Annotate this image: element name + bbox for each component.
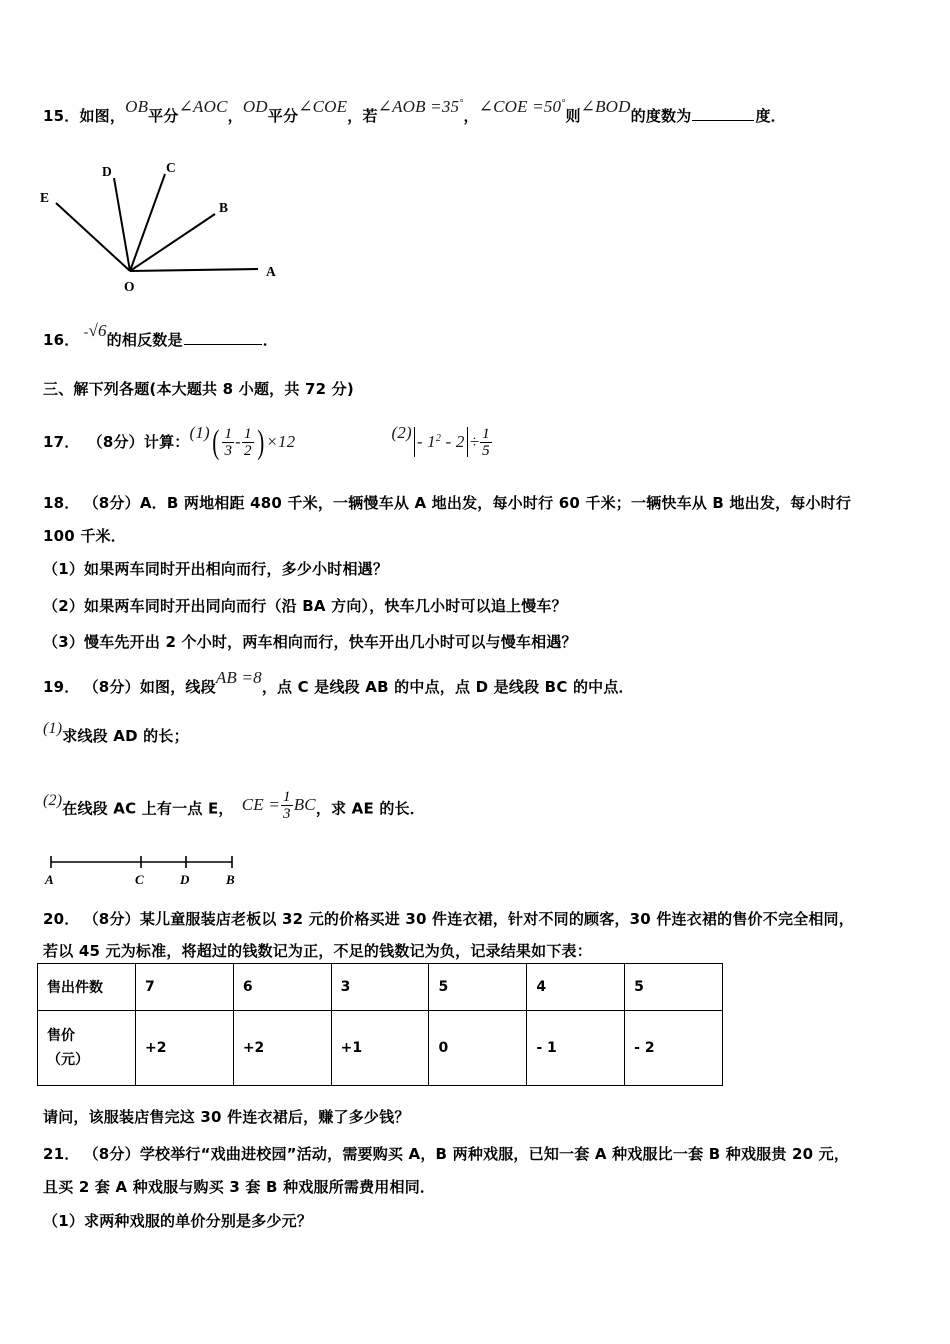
q17-fraction-one-third — [222, 426, 234, 459]
question-19-sub-1 — [43, 720, 189, 749]
cell-quantity-3: 3 — [331, 964, 429, 1011]
q15-answer-blank[interactable] — [692, 107, 754, 121]
q17-fraction-one-half — [242, 426, 254, 459]
section-3-title-text: 三、解下列各题(本大题共 8 小题，共 72 分) — [43, 380, 354, 398]
q19-sub-2-tag: (2) — [43, 792, 63, 810]
q19-lead: 如图，线段 — [139, 678, 216, 696]
q17-part2-tag: (2) — [391, 423, 412, 443]
angle-figure-svg — [30, 148, 310, 308]
q21-score: （8分） — [83, 1145, 140, 1163]
q19-sub-2-text-b: ，求 AE 的长． — [315, 799, 425, 818]
q21-number: 21． — [43, 1145, 80, 1163]
q17-abs-bar-left — [414, 427, 415, 457]
label-a: A — [266, 264, 276, 279]
q19-math-ce: CE = — [241, 795, 281, 815]
question-18-sub-1 — [43, 558, 388, 581]
q15-text-degree-is: 的度数为 — [630, 107, 692, 125]
question-20-line-2 — [43, 940, 592, 963]
q20-question-text: 请问，该服装店售完这 30 件连衣裙后，赚了多少钱？ — [43, 1108, 410, 1126]
ray-oa — [130, 269, 258, 271]
table-row-price — [38, 1011, 723, 1086]
question-18-sub-2 — [43, 595, 567, 618]
q17-frac2-numerator: 1 — [244, 425, 252, 442]
q15-text-bisect-2: 平分 — [267, 107, 299, 125]
q15-math-coe: ∠COE — [298, 97, 348, 116]
q18-sub-1-text: （1）如果两车同时开出相向而行，多少小时相遇？ — [43, 560, 389, 578]
question-21-sub-1 — [43, 1210, 312, 1233]
q17-score: （8分） — [87, 433, 144, 452]
question-15-line — [43, 97, 786, 129]
q20-text-line-2: 若以 45 元为标准，将超过的钱数记为正，不足的钱数记为负，记录结果如下表： — [43, 942, 592, 960]
segment-label-c: C — [135, 872, 144, 887]
q15-text-then: 则 — [565, 107, 581, 125]
q17-right-paren: ) — [256, 424, 265, 461]
segment-figure — [36, 848, 266, 896]
segment-label-b: B — [226, 872, 235, 887]
q20-number: 20． — [43, 910, 80, 928]
q19-sub-1-text: 求线段 AD 的长； — [62, 727, 189, 745]
q19-rest: ，点 C 是线段 AB 的中点，点 D 是线段 BC 的中点． — [261, 678, 634, 696]
q15-sep-3: ， — [463, 107, 479, 125]
q17-frac3-numerator: 1 — [482, 425, 490, 442]
sales-record-table — [37, 963, 723, 1086]
q18-sub-3-text: （3）慢车先开出 2 个小时，两车相向而行，快车开出几小时可以与慢车相遇？ — [43, 633, 577, 651]
q15-text-if: 若 — [362, 107, 378, 125]
q15-math-od: OD — [242, 97, 268, 116]
q19-score: （8分） — [83, 678, 140, 696]
ray-oc — [130, 174, 165, 271]
q15-degree-2: ° — [561, 97, 566, 109]
q18-text-line-2: 100 千米． — [43, 527, 126, 545]
q16-answer-blank[interactable] — [184, 331, 262, 345]
q17-p2-inner: - 1 — [416, 432, 436, 452]
cell-quantity-6: 5 — [625, 964, 723, 1011]
question-16-line — [43, 321, 278, 353]
question-17-line — [43, 418, 493, 469]
label-c: C — [166, 160, 176, 175]
q20-score: （8分） — [83, 910, 140, 928]
label-d: D — [102, 164, 112, 179]
row-header-price — [38, 1011, 136, 1086]
table-row-quantity — [38, 964, 723, 1011]
cell-quantity-1: 7 — [136, 964, 234, 1011]
label-e: E — [40, 190, 50, 205]
question-20-final — [43, 1106, 410, 1129]
q15-text-bisect-1: 平分 — [148, 107, 179, 125]
q15-math-bod: ∠BOD — [580, 97, 631, 116]
q15-sep-1: ， — [227, 107, 243, 125]
row-header-price-line-2: （元） — [47, 1052, 89, 1068]
question-18-line-2 — [43, 525, 126, 548]
question-18-sub-3 — [43, 631, 577, 654]
q15-text-tail: 度． — [755, 107, 786, 125]
label-b: B — [219, 200, 229, 215]
q21-sub-1-text: （1）求两种戏服的单价分别是多少元？ — [43, 1212, 313, 1230]
q15-math-aoc: ∠AOC — [178, 97, 228, 116]
q19-frac-denominator: 3 — [283, 806, 291, 823]
segment-label-a: A — [45, 872, 54, 887]
q21-text-line-1: 学校举行“戏曲进校园”活动，需要购买 A，B 两种戏服，已知一套 A 种戏服比一套 B 种戏服贵 20 元， — [139, 1145, 850, 1163]
q20-text-line-1: 某儿童服装店老板以 32 元的价格买进 30 件连衣裙，针对不同的顾客，30 件连衣裙的售价不完全相同， — [139, 910, 854, 928]
q17-frac1-numerator: 1 — [224, 425, 233, 442]
segment-label-d: D — [180, 872, 190, 887]
q17-fraction-one-fifth — [480, 426, 492, 459]
q17-frac2-denominator: 2 — [244, 443, 252, 459]
q19-frac-numerator: 1 — [283, 789, 291, 805]
q19-number: 19． — [43, 678, 80, 696]
cell-price-2: +2 — [233, 1011, 331, 1086]
q17-times-12: ×12 — [266, 432, 296, 452]
q15-sep-2: ， — [347, 107, 363, 125]
cell-price-6: - 2 — [625, 1011, 723, 1086]
cell-quantity-4: 5 — [429, 964, 527, 1011]
cell-quantity-2: 6 — [233, 964, 331, 1011]
q19-math-ab: AB =8 — [215, 668, 262, 687]
question-21-line-2 — [43, 1176, 435, 1199]
q16-radical: √6 — [88, 321, 107, 340]
cell-price-1: +2 — [136, 1011, 234, 1086]
q18-sub-2-text: （2）如果两车同时开出同向而行（沿 BA 方向），快车几小时可以追上慢车？ — [43, 597, 567, 615]
q15-math-coe-val: ∠COE =50 — [478, 97, 562, 116]
q17-frac3-denominator: 5 — [482, 443, 490, 459]
question-19-line — [43, 668, 634, 700]
q17-frac1-denominator: 3 — [224, 443, 233, 459]
cell-price-4: 0 — [429, 1011, 527, 1086]
q17-minus: - — [235, 432, 242, 452]
q17-p2-inner2: - 2 — [441, 432, 465, 452]
ray-ob — [130, 214, 215, 271]
q16-tail: ． — [262, 331, 278, 349]
q17-left-paren: ( — [212, 424, 220, 461]
cell-price-3: +1 — [331, 1011, 429, 1086]
question-20-line-1 — [43, 908, 854, 931]
q17-divide: ÷ — [469, 432, 480, 452]
row-header-quantity: 售出件数 — [38, 964, 136, 1011]
q19-sub-1-tag: (1) — [43, 720, 63, 737]
q16-minus-sign: - — [83, 325, 89, 340]
q17-label: 计算： — [143, 433, 190, 452]
ray-od — [114, 178, 130, 271]
q21-text-line-2: 且买 2 套 A 种戏服与购买 3 套 B 种戏服所需费用相同． — [43, 1178, 436, 1196]
section-3-title — [43, 378, 354, 401]
segment-figure-svg — [36, 848, 266, 896]
q19-sub-2-text-a: 在线段 AC 上有一点 E， — [62, 799, 234, 818]
q18-number: 18． — [43, 494, 80, 512]
q16-text: 的相反数是 — [106, 331, 183, 349]
q17-part1-tag: (1) — [189, 423, 210, 443]
question-19-sub-2 — [43, 789, 425, 826]
cell-price-5: - 1 — [527, 1011, 625, 1086]
label-o: O — [124, 279, 135, 294]
cell-quantity-5: 4 — [527, 964, 625, 1011]
angle-figure — [30, 148, 310, 308]
q15-degree-1: ° — [459, 97, 464, 109]
q15-number: 15． — [43, 107, 80, 125]
q18-text-line-1: A．B 两地相距 480 千米，一辆慢车从 A 地出发，每小时行 60 千米；一辆快车从 B 地出发，每小时行 — [139, 494, 852, 512]
question-21-line-1 — [43, 1143, 849, 1166]
q15-math-ob: OB — [125, 97, 149, 116]
q19-fraction-one-third — [281, 789, 293, 822]
q15-lead: 如图， — [79, 107, 126, 125]
q17-abs-bar-right — [467, 427, 468, 457]
q18-score: （8分） — [83, 494, 140, 512]
q16-number: 16． — [43, 331, 80, 349]
q17-number: 17． — [43, 433, 80, 452]
q15-math-aob: ∠AOB =35 — [377, 97, 460, 116]
q19-math-bc: BC — [293, 795, 316, 815]
q17-p2-exponent: 2 — [435, 432, 442, 444]
row-header-price-line-1: 售价 — [47, 1027, 75, 1044]
ray-oe — [56, 203, 130, 271]
question-18-line-1 — [43, 492, 851, 515]
